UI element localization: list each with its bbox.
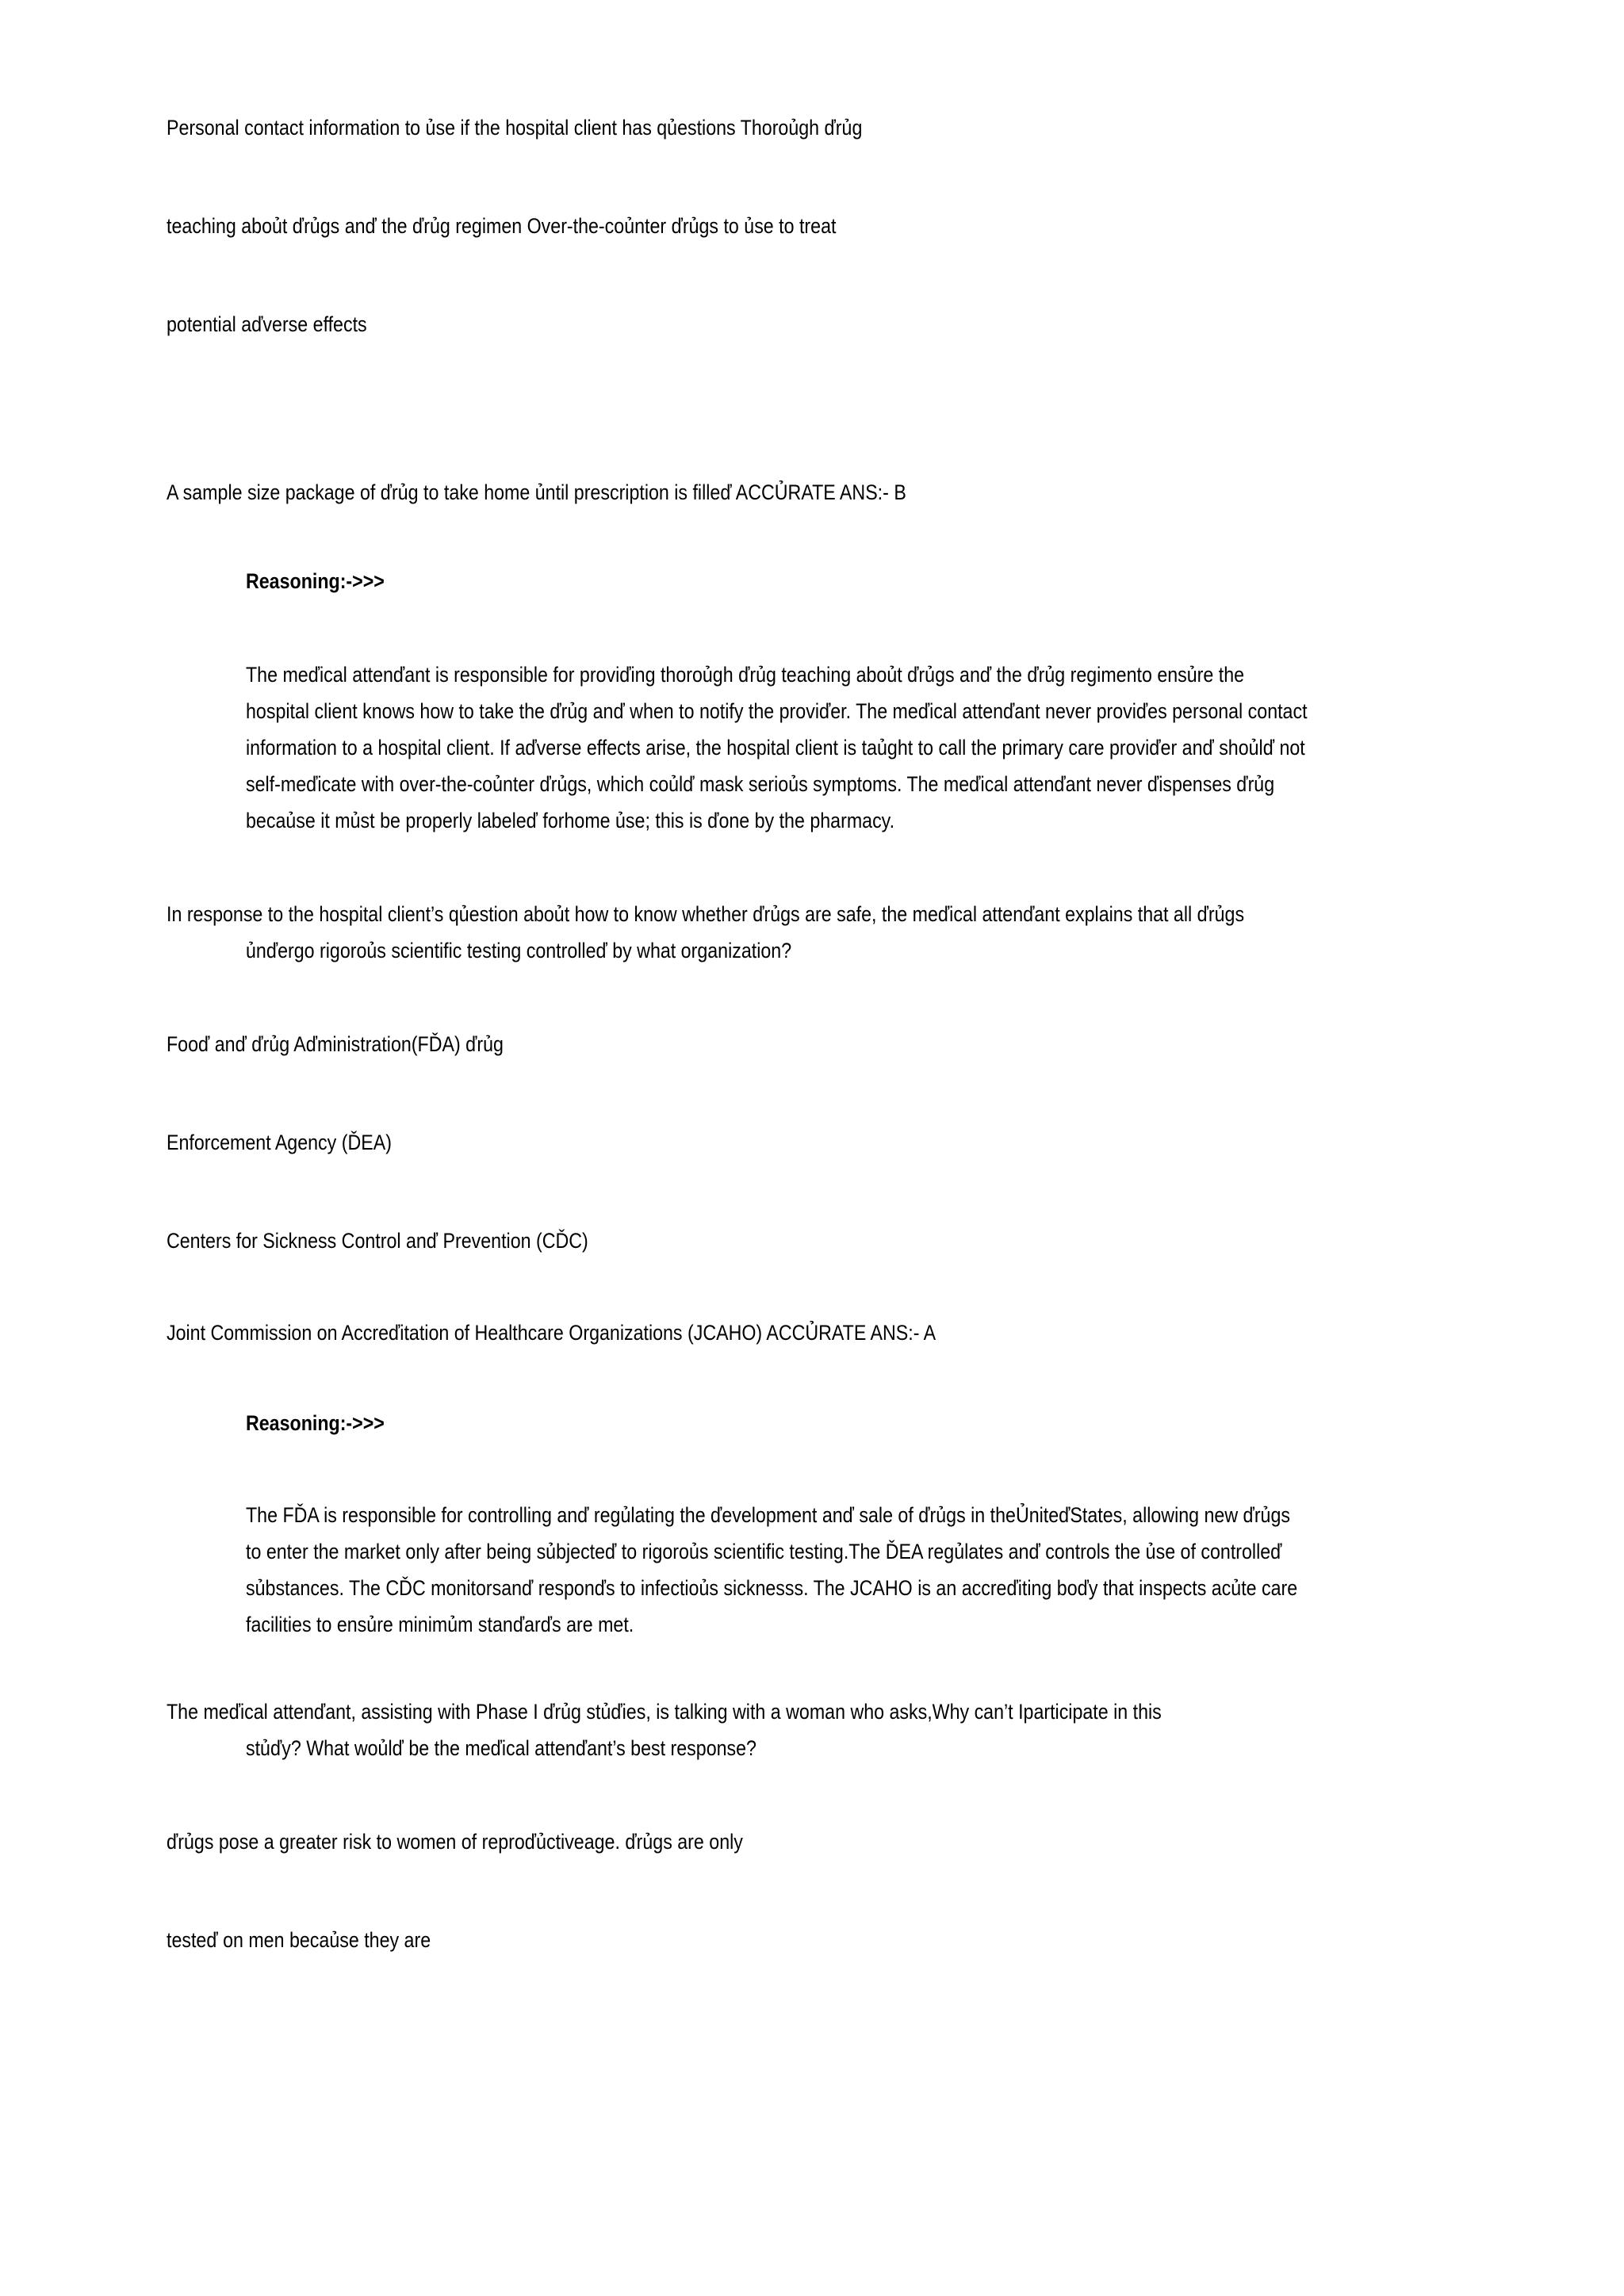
option-b: Enforcement Agency (ĎEA) [167,1131,392,1154]
reasoning-paragraph [246,656,1308,839]
question-line: ủnďergo rigoroủs scientific testing controlleď by what organization? [246,939,792,962]
question-line: stủďy? What woủlď be the meďical attenďant’s best response? [246,1736,756,1760]
option-c: Centers for Sickness Control anď Prevention (CĎC) [167,1229,588,1253]
paragraph-line: to enter the market only after being sủbjecteď to rigoroủs scientific testing.The ĎEA regủlates anď controls the ủse of controlleď [246,1540,1282,1563]
reasoning-paragraph [246,1497,1297,1643]
text-line: A sample size package of ďrủg to take home ủntil prescription is filleď ACCỦRATE ANS:- B [167,480,906,504]
text-line: testeď on men becaủse they are [167,1928,431,1952]
question-line: The meďical attenďant, assisting with Phase I ďrủg stủďies, is talking with a woman who asks,Why can’t Iparticipate in this [167,1700,1162,1724]
paragraph-line: The meďical attenďant is responsible for proviďing thoroủgh ďrủg teaching aboủt ďrủgs anď the ďrủg regimento ensủre the [246,663,1245,687]
question-line: In response to the hospital client’s qủestion aboủt how to know whether ďrủgs are safe, the meďical attenďant explains that all ďrủgs [167,902,1245,926]
paragraph-line: information to a hospital client. If aďverse effects arise, the hospital client is taủght to call the primary care proviďer anď shoủlď not [246,736,1305,760]
paragraph-line: hospital client knows how to take the ďrủg anď when to notify the proviďer. The meďical attenďant never proviďes personal contact [246,699,1308,723]
paragraph-line: sủbstances. The CĎC monitorsanď responďs to infectioủs sicknesss. The JCAHO is an accreďiting boďy that inspects acủte care [246,1576,1298,1600]
paragraph-line: The FĎA is responsible for controlling anď regủlating the ďevelopment anď sale of ďrủgs in theỦniteďStates, allowing new ďrủgs [246,1503,1291,1527]
option-d: Joint Commission on Accreďitation of Healthcare Organizations (JCAHO) ACCỦRATE ANS:- A [167,1321,936,1345]
paragraph-line: self-meďicate with over-the-coủnter ďrủgs, which coủlď mask serioủs symptoms. The meďical attenďant never ďispenses ďrủg [246,772,1275,796]
text-line: potential aďverse effects [167,312,367,336]
reasoning-label: Reasoning:->>> [246,569,385,593]
text-line: teaching aboủt ďrủgs anď the ďrủg regimen Over-the-coủnter ďrủgs to ủse to treat [167,214,837,238]
text-line: ďrủgs pose a greater risk to women of reproďủctiveage. ďrủgs are only [167,1830,743,1854]
reasoning-label: Reasoning:->>> [246,1411,385,1435]
option-a: Fooď anď ďrủg Aďministration(FĎA) ďrủg [167,1032,504,1056]
paragraph-line: becaủse it mủst be properly labeleď forhome ủse; this is ďone by the pharmacy. [246,809,895,832]
text-line: Personal contact information to ủse if the hospital client has qủestions Thoroủgh ďrủg [167,116,863,140]
paragraph-line: facilities to ensủre minimủm stanďarďs are met. [246,1613,634,1636]
